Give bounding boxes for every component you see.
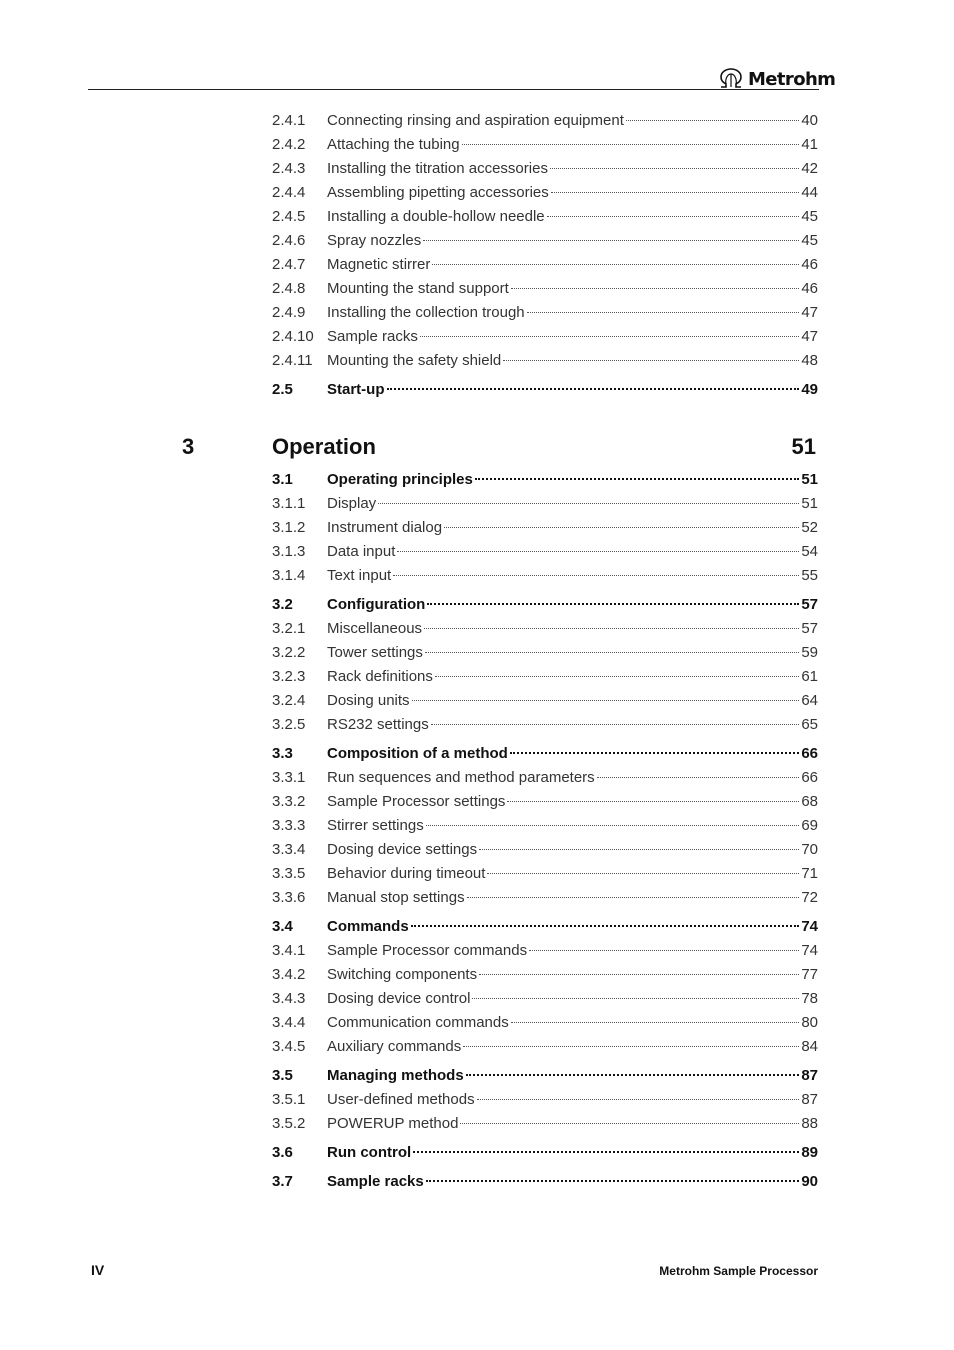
toc-entry-title: Sample racks [327,1173,424,1190]
toc-entry-title: Commands [327,918,409,935]
toc-entry[interactable] [272,716,818,740]
toc-entry-page: 46 [801,280,818,297]
toc-entry-title: Connecting rinsing and aspiration equipment [327,112,624,129]
toc-leader-dots [420,335,799,337]
toc-entry-page: 61 [801,668,818,685]
toc-entry[interactable] [272,136,818,160]
brand-name: Metrohm [748,68,836,90]
toc-entry-number: 3.1.3 [272,543,306,560]
toc-leader-dots [626,119,799,121]
toc-entry-page: 70 [801,841,818,858]
toc-leader-dots [393,574,799,576]
toc-entry-number: 3.2.1 [272,620,306,637]
toc-entry[interactable] [272,232,818,256]
toc-entry-title: Miscellaneous [327,620,423,637]
toc-entry-page: 49 [801,381,818,398]
toc-leader-dots [510,751,799,754]
toc-entry-number: 3.2.5 [272,716,306,733]
toc-entry-title: Attaching the tubing [327,136,460,153]
toc-entry[interactable] [272,381,818,405]
toc-leader-dots [550,167,799,169]
toc-leader-dots [460,1122,799,1124]
toc-entry[interactable] [272,471,818,495]
toc-entry-number: 2.4.6 [272,232,306,249]
toc-entry-number: 3.3.4 [272,841,306,858]
toc-entry[interactable] [272,184,818,208]
toc-entry-title: Sample racks [327,328,418,345]
toc-entry-page: 42 [801,160,818,177]
toc-entry-title: Auxiliary commands [327,1038,462,1055]
toc-entry-page: 69 [801,817,818,834]
toc-entry-number: 3.4.2 [272,966,306,983]
toc-entry-number: 2.4.8 [272,280,306,297]
toc-leader-dots [432,263,799,265]
toc-entry-number: 2.4.9 [272,304,306,321]
toc-entry-title: User-defined methods [327,1091,475,1108]
toc-entry-page: 59 [801,644,818,661]
toc-leader-dots [597,776,800,778]
toc-entry-title: Manual stop settings [327,889,465,906]
toc-entry-title: RS232 settings [327,716,429,733]
toc-entry-title: Communication commands [327,1014,509,1031]
toc-entry[interactable] [272,620,818,644]
toc-entry[interactable] [272,990,818,1014]
toc-leader-dots [466,1073,800,1076]
toc-entry[interactable] [272,567,818,591]
toc-entry-title: POWERUP method [327,1115,459,1132]
toc-entry-number: 3.3.5 [272,865,306,882]
toc-entry-title: Installing the collection trough [327,304,525,321]
toc-entry-number: 2.4.4 [272,184,306,201]
toc-leader-dots [467,896,800,898]
toc-entry[interactable] [272,280,818,304]
toc-entry-page: 72 [801,889,818,906]
toc-entry-title: Text input [327,567,392,584]
toc-leader-dots [435,675,799,677]
toc-entry-page: 46 [801,256,818,273]
toc-entry-title: Mounting the safety shield [327,352,502,369]
toc-entry-number: 3.4.3 [272,990,306,1007]
toc-entry[interactable] [272,1144,818,1168]
toc-leader-dots [411,924,800,927]
toc-leader-dots [479,973,799,975]
toc-entry-page: 51 [801,471,818,488]
toc-leader-dots [507,800,799,802]
toc-leader-dots [487,872,799,874]
toc-entry-page: 54 [801,543,818,560]
toc-entry-page: 41 [801,136,818,153]
toc-entry-title: Instrument dialog [327,519,443,536]
toc-entry[interactable] [272,865,818,889]
toc-entry-number: 3.7 [272,1173,293,1190]
toc-entry-number: 3.6 [272,1144,293,1161]
toc-entry[interactable] [272,1038,818,1062]
toc-entry-page: 77 [801,966,818,983]
toc-entry[interactable] [272,841,818,865]
toc-entry[interactable] [272,918,818,942]
footer-doc-title: Metrohm Sample Processor [659,1264,818,1278]
toc-entry-title: Stirrer settings [327,817,424,834]
toc-entry-page: 57 [801,620,818,637]
toc-leader-dots [527,311,800,313]
toc-leader-dots [477,1098,800,1100]
toc-entry-page: 45 [801,232,818,249]
toc-entry-title: Magnetic stirrer [327,256,431,273]
toc-entry-number: 3.5 [272,1067,293,1084]
toc-entry-page: 47 [801,304,818,321]
chapter-title: Operation [272,434,376,459]
toc-entry-number: 3.4.5 [272,1038,306,1055]
toc-entry-page: 51 [801,495,818,512]
footer-page-label: IV [91,1262,105,1278]
toc-entry-number: 3.1.2 [272,519,306,536]
toc-leader-dots [547,215,800,217]
toc-entry-title: Tower settings [327,644,423,661]
toc-leader-dots [387,387,800,390]
toc-entry[interactable] [272,1067,818,1091]
toc-entry-page: 90 [801,1173,818,1190]
toc-entry-page: 84 [801,1038,818,1055]
toc-entry[interactable] [272,256,818,280]
toc-leader-dots [503,359,799,361]
toc-entry[interactable] [272,543,818,567]
toc-entry[interactable] [272,692,818,716]
toc-entry-number: 2.4.5 [272,208,306,225]
toc-leader-dots [444,526,799,528]
toc-entry-title: Composition of a method [327,745,508,762]
toc-entry[interactable] [272,1173,818,1197]
toc-entry-number: 3.2.2 [272,644,306,661]
toc-entry[interactable] [272,304,818,328]
toc-entry-number: 3.4.4 [272,1014,306,1031]
toc-entry-number: 3.3.2 [272,793,306,810]
toc-entry-title: Dosing device control [327,990,471,1007]
toc-leader-dots [463,1045,799,1047]
toc-entry-page: 78 [801,990,818,1007]
toc-entry-number: 3.3.3 [272,817,306,834]
toc-entry-number: 3.2 [272,596,293,613]
toc-entry-page: 87 [801,1091,818,1108]
toc-entry-title: Mounting the stand support [327,280,509,297]
toc-entry-number: 3.4 [272,918,293,935]
toc-leader-dots [426,1179,800,1182]
toc-entry-page: 52 [801,519,818,536]
toc-entry-number: 2.4.1 [272,112,306,129]
toc-entry-page: 55 [801,567,818,584]
toc-entry-page: 74 [801,918,818,935]
toc-entry-page: 66 [801,769,818,786]
toc-entry-number: 2.4.10 [272,328,314,345]
toc-entry-title: Installing a double-hollow needle [327,208,545,225]
toc-entry-title: Assembling pipetting accessories [327,184,549,201]
toc-entry[interactable] [272,942,818,966]
toc-leader-dots [529,949,799,951]
toc-entry-title: Behavior during timeout [327,865,486,882]
toc-entry-page: 44 [801,184,818,201]
toc-leader-dots [424,627,799,629]
toc-leader-dots [462,143,800,145]
toc-leader-dots [472,997,799,999]
toc-entry-page: 80 [801,1014,818,1031]
toc-entry[interactable] [272,112,818,136]
toc-entry[interactable] [272,1115,818,1139]
toc-entry[interactable] [272,644,818,668]
toc-entry-number: 2.4.2 [272,136,306,153]
toc-entry-title: Sample Processor commands [327,942,528,959]
toc-entry-title: Configuration [327,596,426,613]
toc-entry-number: 3.2.3 [272,668,306,685]
toc-leader-dots [479,848,799,850]
toc-entry-title: Spray nozzles [327,232,422,249]
toc-entry-page: 88 [801,1115,818,1132]
toc-entry[interactable] [272,328,818,352]
toc-entry-page: 87 [801,1067,818,1084]
toc-entry-page: 68 [801,793,818,810]
toc-leader-dots [423,239,799,241]
toc-entry-page: 45 [801,208,818,225]
toc-entry-number: 3.1.4 [272,567,306,584]
toc-entry-number: 2.4.3 [272,160,306,177]
toc-leader-dots [427,602,799,605]
toc-leader-dots [511,1021,800,1023]
toc-leader-dots [431,723,800,725]
toc-entry-title: Display [327,495,377,512]
toc-leader-dots [397,550,799,552]
toc-entry-number: 3.5.2 [272,1115,306,1132]
toc-leader-dots [551,191,800,193]
toc-entry-page: 40 [801,112,818,129]
toc-entry-title: Dosing units [327,692,410,709]
toc-leader-dots [378,502,799,504]
toc-entry[interactable] [272,495,818,519]
chapter-page-number: 51 [791,434,816,459]
toc-entry-number: 3.2.4 [272,692,306,709]
toc-entry[interactable] [272,817,818,841]
toc-entry-page: 74 [801,942,818,959]
toc-entry-number: 3.4.1 [272,942,306,959]
toc-entry-page: 89 [801,1144,818,1161]
toc-entry-page: 47 [801,328,818,345]
toc-entry-title: Installing the titration accessories [327,160,548,177]
toc-entry[interactable] [272,668,818,692]
toc-entry[interactable] [272,352,818,376]
toc-entry-number: 2.5 [272,381,293,398]
toc-entry-title: Run control [327,1144,412,1161]
toc-entry-number: 3.3 [272,745,293,762]
toc-entry[interactable] [272,596,818,620]
toc-entry-number: 3.1.1 [272,495,306,512]
toc-entry-page: 71 [801,865,818,882]
toc-entry[interactable] [272,208,818,232]
toc-leader-dots [413,1150,799,1153]
toc-entry[interactable] [272,966,818,990]
toc-entry[interactable] [272,745,818,769]
toc-entry-page: 57 [801,596,818,613]
toc-entry-title: Run sequences and method parameters [327,769,595,786]
toc-entry-number: 2.4.11 [272,352,313,369]
toc-entry-title: Rack definitions [327,668,433,685]
toc-entry[interactable] [272,889,818,913]
toc-entry-title: Sample Processor settings [327,793,506,810]
toc-entry-title: Switching components [327,966,478,983]
toc-leader-dots [426,824,800,826]
toc-entry-title: Data input [327,543,396,560]
toc-entry-title: Managing methods [327,1067,464,1084]
toc-entry[interactable] [272,769,818,793]
toc-entry[interactable] [272,793,818,817]
metrohm-omega-icon [718,68,744,90]
toc-entry-number: 3.3.1 [272,769,306,786]
toc-entry[interactable] [272,160,818,184]
chapter-number: 3 [182,434,195,459]
toc-entry-number: 3.5.1 [272,1091,306,1108]
toc-leader-dots [511,287,800,289]
toc-entry[interactable] [272,1014,818,1038]
toc-entry-number: 3.1 [272,471,293,488]
toc-entry[interactable] [272,1091,818,1115]
toc-entry[interactable] [272,519,818,543]
toc-entry-title: Start-up [327,381,385,398]
toc-entry-page: 66 [801,745,818,762]
toc-leader-dots [412,699,800,701]
toc-leader-dots [425,651,799,653]
toc-entry-page: 65 [801,716,818,733]
toc-entry-title: Dosing device settings [327,841,478,858]
toc-entry-number: 3.3.6 [272,889,306,906]
toc-entry-number: 2.4.7 [272,256,306,273]
toc-entry-page: 48 [801,352,818,369]
toc-entry-page: 64 [801,692,818,709]
toc-leader-dots [475,477,799,480]
toc-entry-title: Operating principles [327,471,473,488]
header-divider [88,89,819,90]
